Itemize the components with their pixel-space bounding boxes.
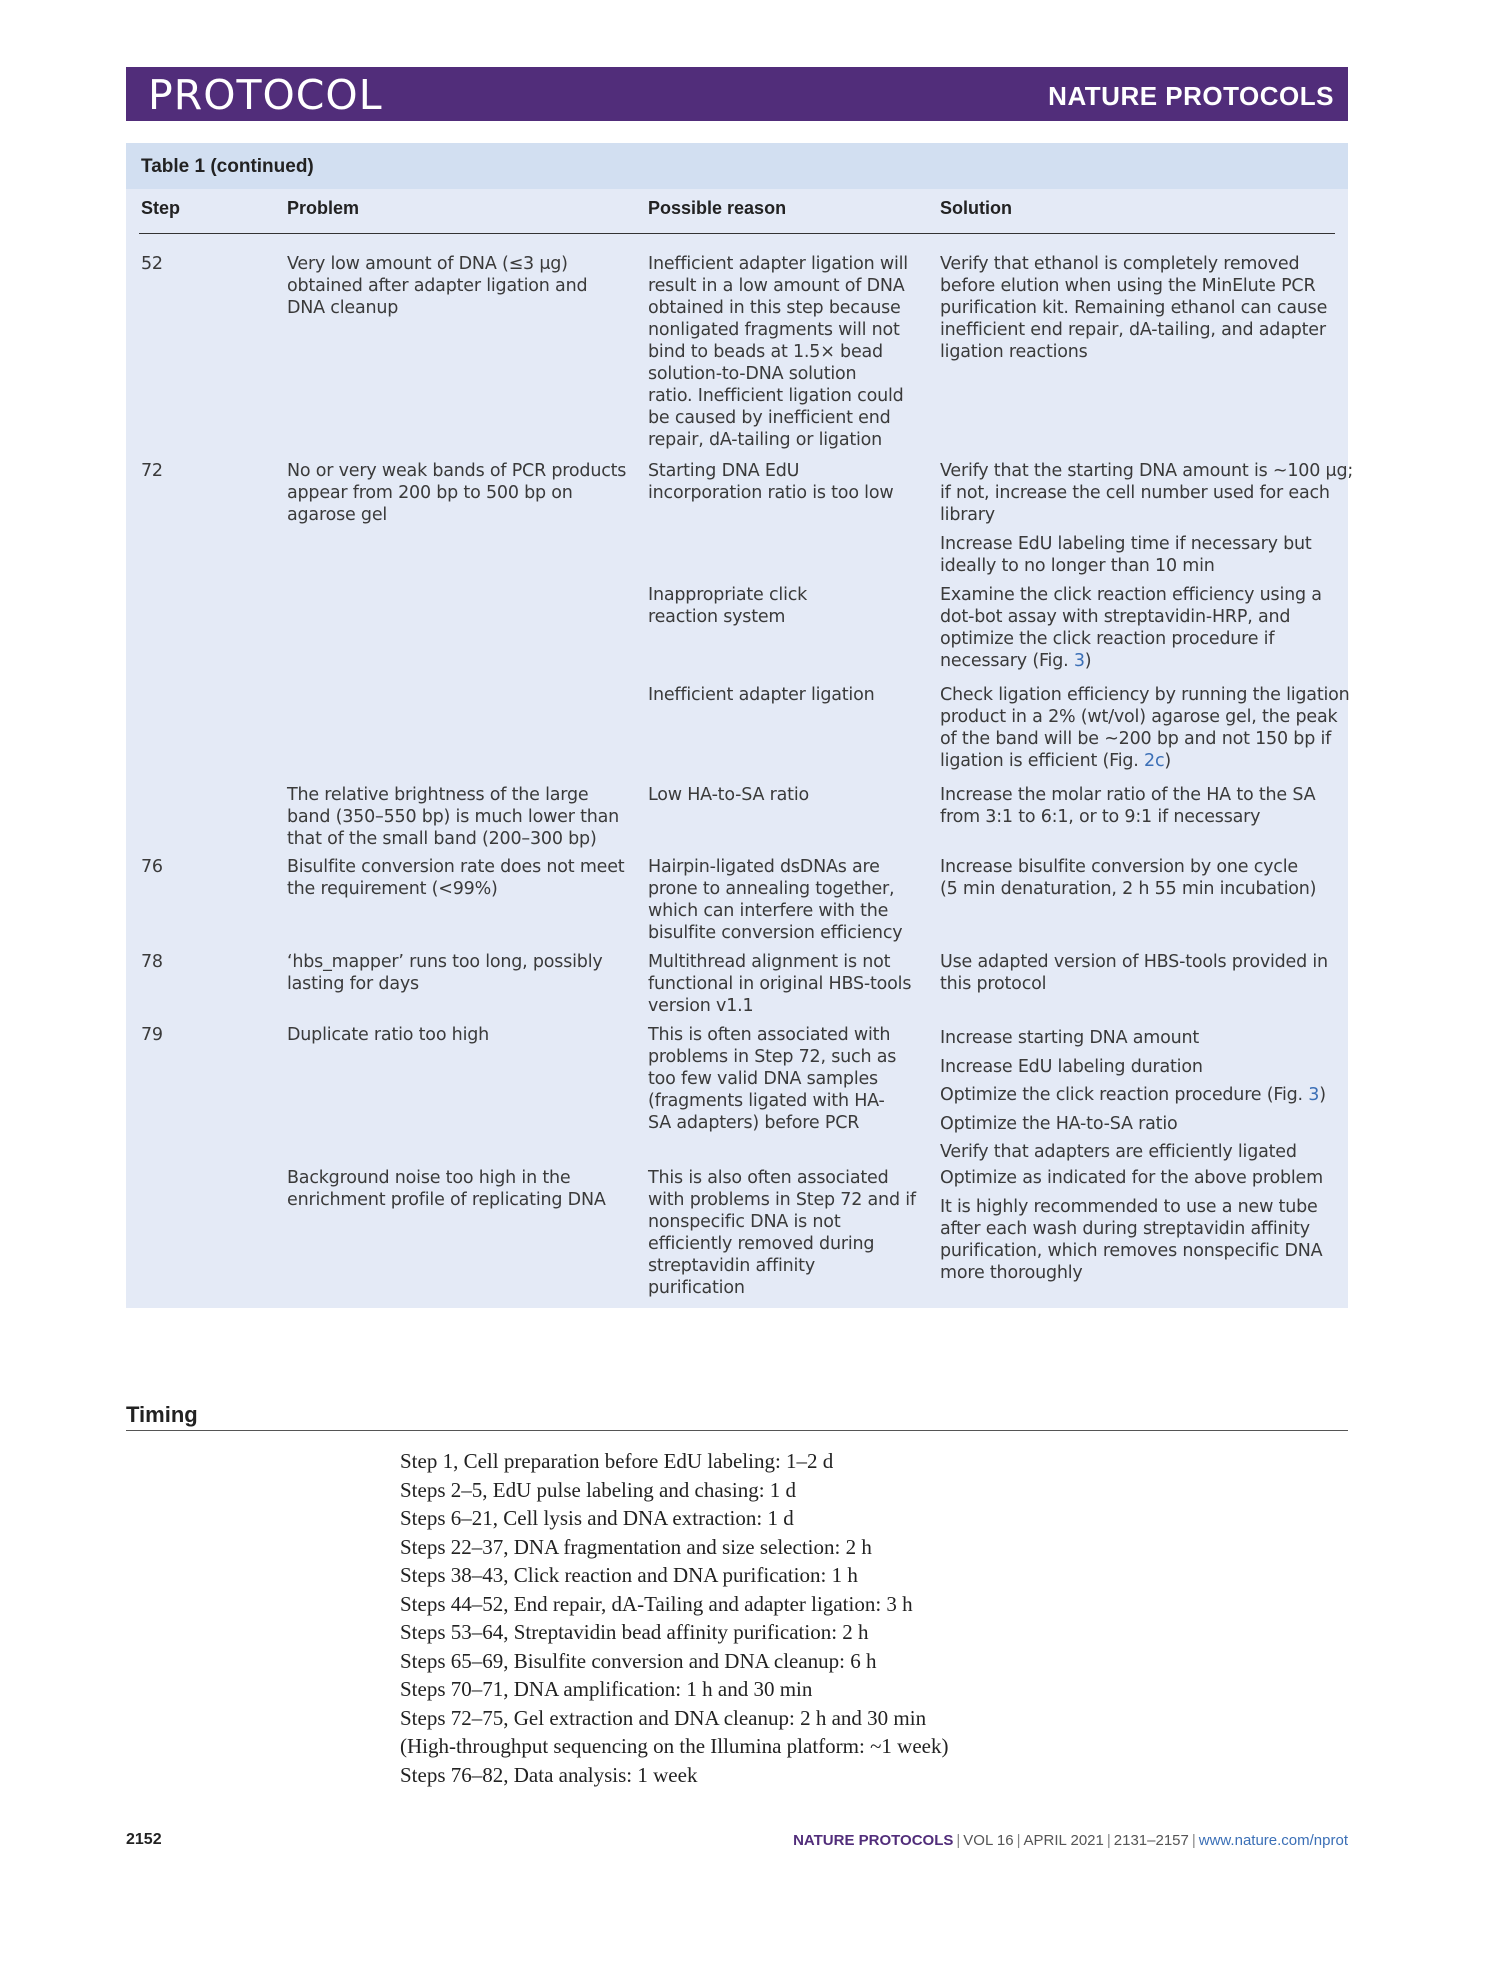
step-cell: 52 — [141, 254, 163, 274]
reason-cell: Inefficient adapter ligation — [648, 685, 875, 705]
header-bar — [126, 67, 1348, 121]
column-header-problem: Problem — [287, 198, 360, 218]
reason-cell: This is often associated with problems in Step 72, such as too few valid DNA samples (fragments ligated with HA- SA adapters) before PCR — [648, 1025, 897, 1133]
reason-cell: Hairpin-ligated dsDNAs are prone to annealing together, which can interfere with the bisulfite conversion efficiency — [648, 857, 903, 943]
problem-cell: Background noise too high in the enrichment profile of replicating DNA — [287, 1168, 606, 1210]
list-item: Steps 65–69, Bisulfite conversion and DNA cleanup: 6 h — [400, 1648, 877, 1673]
list-item: Steps 53–64, Streptavidin bead affinity purification: 2 h — [400, 1620, 869, 1644]
solution-cell: Increase the molar ratio of the HA to the SA from 3:1 to 6:1, or to 9:1 if necessary — [940, 785, 1316, 827]
timing-heading: Timing — [126, 1402, 198, 1427]
table-caption: Table 1 (continued) — [126, 143, 1348, 189]
footer-date: APRIL 2021 — [1023, 1832, 1104, 1849]
problem-cell: No or very weak bands of PCR products appear from 200 bp to 500 bp on agarose gel — [287, 461, 627, 525]
problem-cell: Very low amount of DNA (≤3 μg) obtained after adapter ligation and DNA cleanup — [287, 254, 588, 318]
solution-cell: Verify that the starting DNA amount is ~100 μg; if not, increase the cell number used for each library Increase EdU labeling time if necessary but ideally to no longer than 10 min — [940, 461, 1354, 576]
list-item: Step 1, Cell preparation before EdU labeling: 1–2 d — [400, 1449, 834, 1473]
footer-journal: NATURE PROTOCOLS — [793, 1832, 954, 1849]
solution-cell: Examine the click reaction efficiency using a dot-bot assay with streptavidin-HRP, and optimize the click reaction procedure if necessary (Fig. 3) — [940, 585, 1322, 671]
troubleshooting-table — [126, 143, 1354, 1308]
problem-cell: Duplicate ratio too high — [287, 1025, 490, 1045]
reason-cell: This is also often associated with problems in Step 72 and if nonspecific DNA is not efficiently removed during streptavidin affinity purification — [648, 1168, 916, 1298]
figure-link[interactable]: 2c — [1144, 751, 1165, 771]
page-number: 2152 — [126, 1831, 162, 1848]
step-cell: 79 — [141, 1025, 163, 1045]
column-header-solution: Solution — [940, 198, 1012, 218]
figure-link[interactable]: 3 — [1073, 651, 1085, 671]
journal-name: NATURE PROTOCOLS — [1048, 81, 1334, 111]
reason-cell: Multithread alignment is not functional in original HBS-tools version v1.1 — [648, 952, 912, 1016]
reason-cell: Starting DNA EdU incorporation ratio is too low — [648, 461, 894, 503]
list-item: Steps 70–71, DNA amplification: 1 h and 30 min — [400, 1677, 813, 1701]
list-item: Steps 22–37, DNA fragmentation and size selection: 2 h — [400, 1534, 872, 1559]
footer-link[interactable]: www.nature.com/nprot — [1198, 1832, 1348, 1849]
solution-cell: Use adapted version of HBS-tools provided in this protocol — [940, 952, 1328, 994]
problem-cell: Bisulfite conversion rate does not meet the requirement (<99%) — [287, 857, 625, 899]
section-label: PROTOCOL — [148, 71, 383, 119]
step-cell: 78 — [141, 952, 163, 972]
reason-cell: Inappropriate click reaction system — [648, 585, 808, 627]
footer-pages: 2131–2157 — [1113, 1832, 1189, 1849]
footer-citation: NATURE PROTOCOLS | VOL 16 | APRIL 2021 | 2131–2157 | www.nature.com/nprot — [793, 1832, 1348, 1849]
header-rule — [139, 233, 1335, 234]
reason-cell: Inefficient adapter ligation will result in a low amount of DNA obtained in this step because nonligated fragments will not bind to beads at 1.5× bead solution-to-DNA solution ratio. Inefficient ligation could be caused by inefficient end repair, dA-tailing or ligation — [648, 254, 908, 450]
column-header-step: Step — [141, 198, 181, 218]
problem-cell: The relative brightness of the large band (350–550 bp) is much lower than that of the small band (200–300 bp) — [287, 785, 620, 849]
list-item: Steps 6–21, Cell lysis and DNA extraction: 1 d — [400, 1506, 794, 1530]
timing-list — [400, 1447, 948, 1789]
timing-rule — [126, 1430, 1348, 1431]
list-item: Steps 38–43, Click reaction and DNA purification: 1 h — [400, 1563, 858, 1587]
solution-cell: Optimize as indicated for the above problem It is highly recommended to use a new tube after each wash during streptavidin affinity purification, which removes nonspecific DNA more thoroughly — [940, 1168, 1323, 1283]
footer-volume: VOL 16 — [963, 1832, 1014, 1849]
list-item: Steps 2–5, EdU pulse labeling and chasing: 1 d — [400, 1477, 797, 1502]
step-cell: 72 — [141, 461, 163, 481]
solution-cell: Check ligation efficiency by running the ligation product in a 2% (wt/vol) agarose gel, the peak of the band will be ~200 bp and not 150 bp if ligation is efficient (Fig. 2c) — [940, 685, 1350, 771]
list-item: (High-throughput sequencing on the Illumina platform: ~1 week) — [400, 1734, 949, 1758]
figure-link[interactable]: 3 — [1308, 1085, 1320, 1105]
problem-cell: ‘hbs_mapper’ runs too long, possibly lasting for days — [287, 952, 603, 994]
reason-cell: Low HA-to-SA ratio — [648, 785, 810, 805]
solution-cell: Verify that ethanol is completely removed before elution when using the MinElute PCR purification kit. Remaining ethanol can cause inefficient end repair, dA-tailing, and adapter ligation reactions — [940, 254, 1328, 362]
list-item: Steps 72–75, Gel extraction and DNA cleanup: 2 h and 30 min — [400, 1705, 927, 1730]
step-cell: 76 — [141, 857, 163, 877]
list-item: Steps 76–82, Data analysis: 1 week — [400, 1762, 698, 1787]
solution-cell: Increase starting DNA amount Increase EdU labeling duration Optimize the click reaction procedure (Fig. 3) Optimize the HA-to-SA ratio Verify that adapters are efficiently ligated — [940, 1028, 1326, 1162]
list-item: Steps 44–52, End repair, dA-Tailing and adapter ligation: 3 h — [400, 1591, 913, 1616]
column-header-reason: Possible reason — [648, 198, 787, 218]
solution-cell: Increase bisulfite conversion by one cycle (5 min denaturation, 2 h 55 min incubation) — [940, 857, 1317, 899]
